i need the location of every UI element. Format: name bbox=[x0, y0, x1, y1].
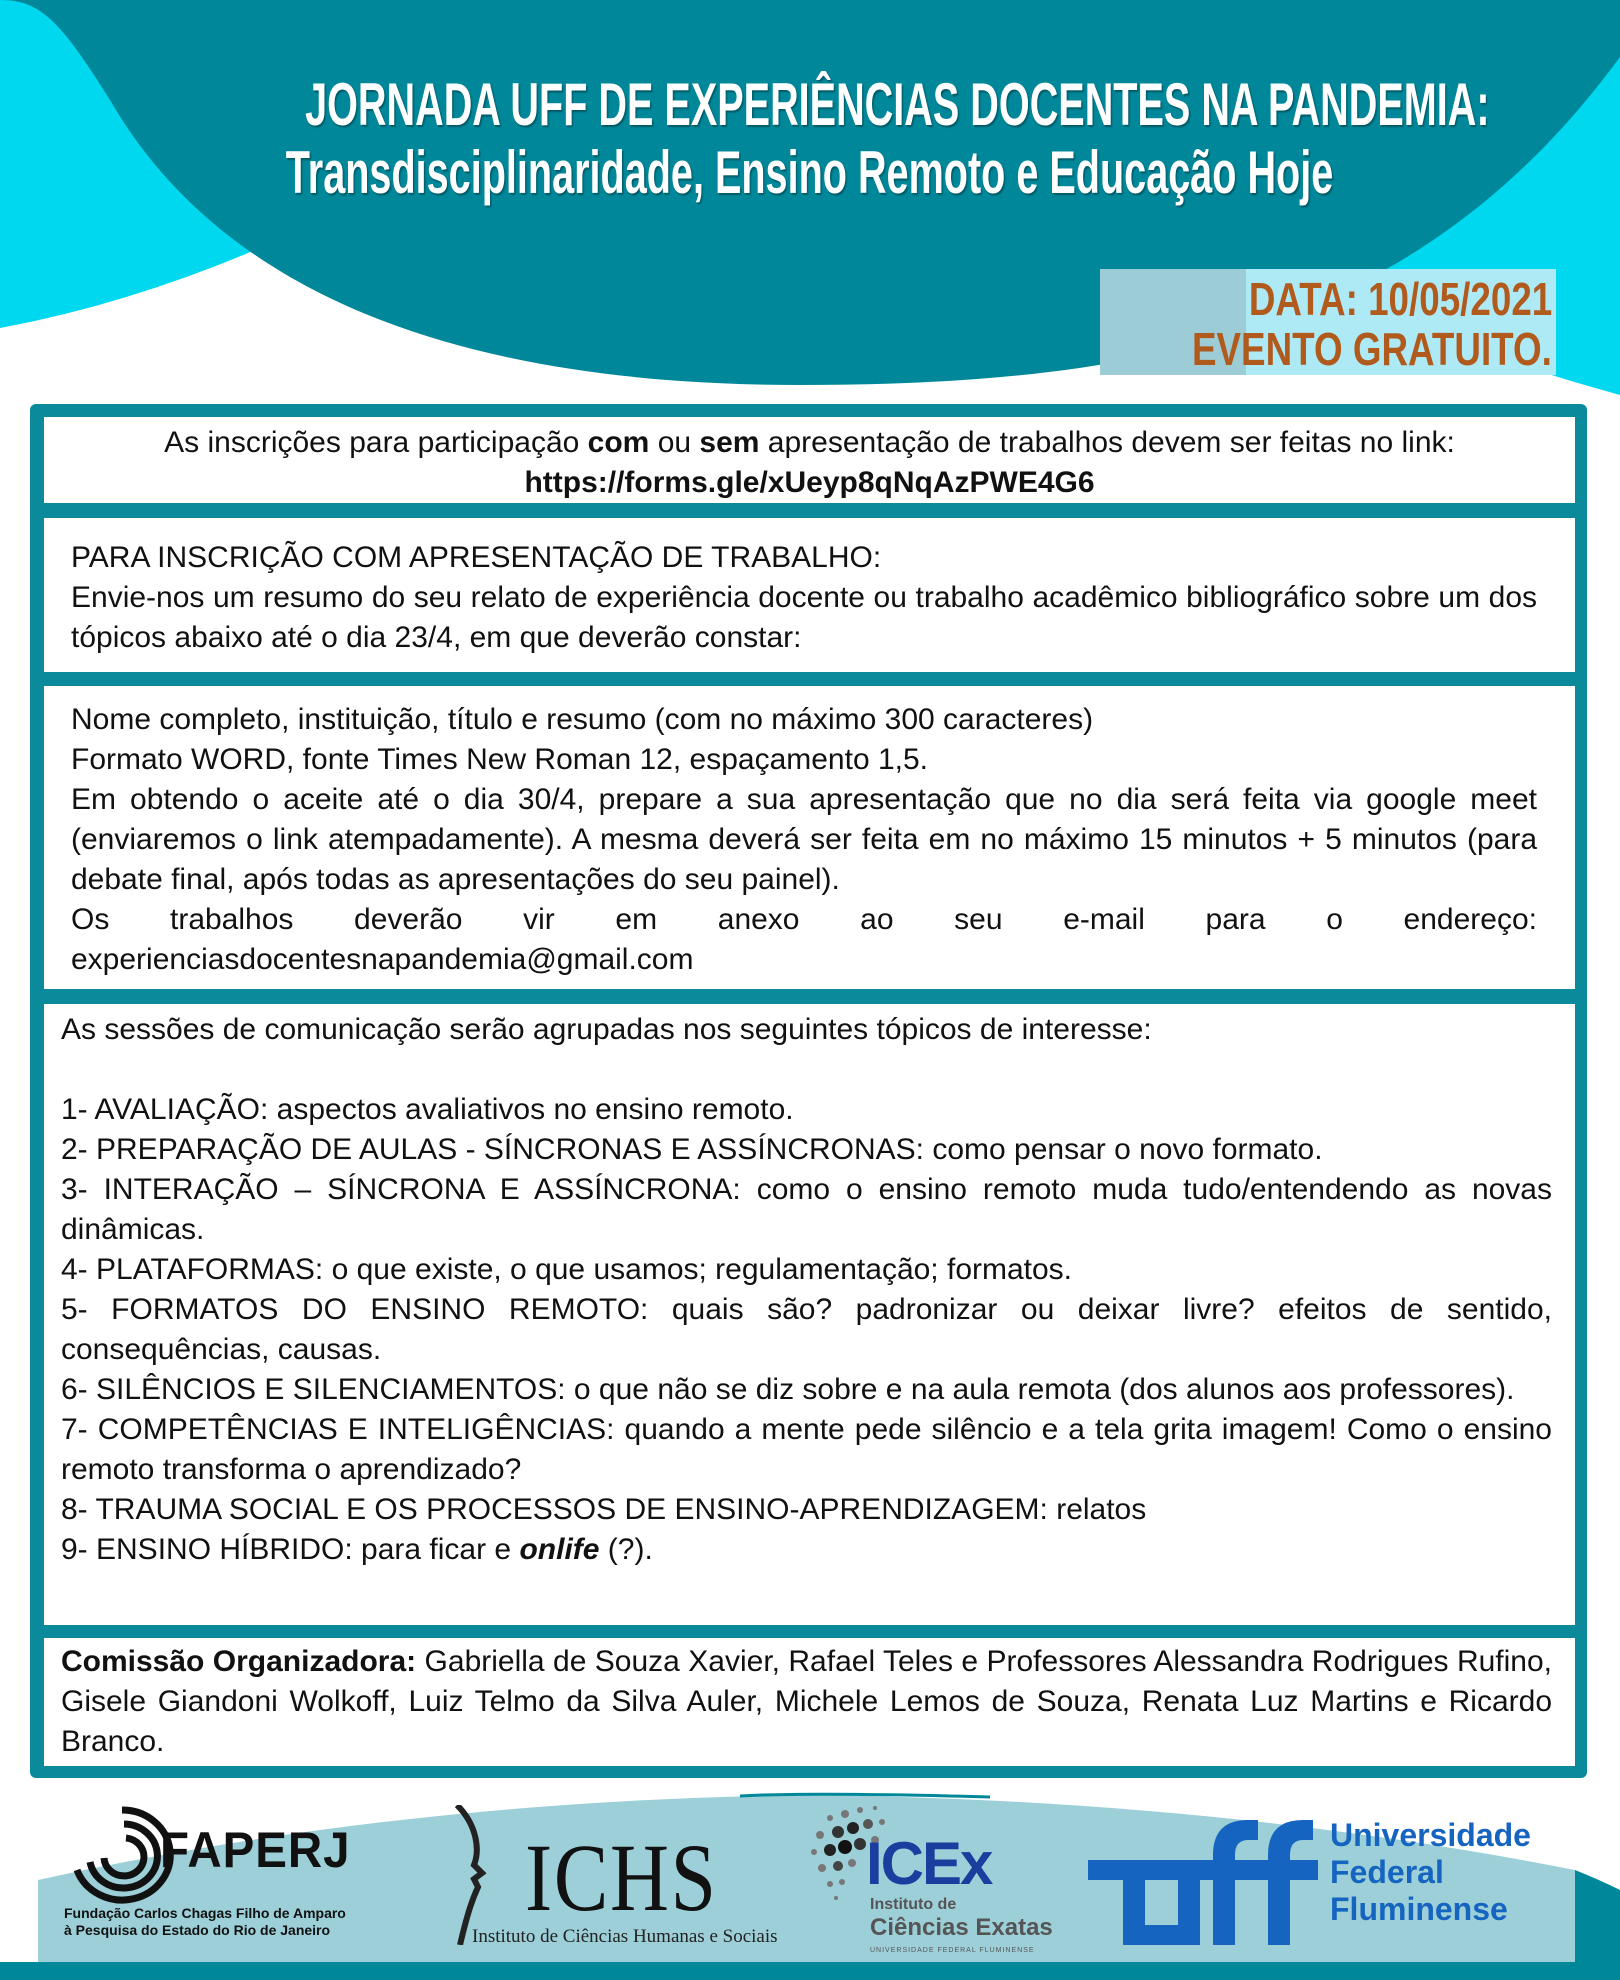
topics-section bbox=[44, 1004, 1575, 1625]
requirement-line: Os trabalhos deverão vir em anexo ao seu e-mail para o endereço: experienciasdocentesnapandemia@gmail.com bbox=[71, 903, 1537, 976]
submission-section bbox=[44, 518, 1575, 672]
uff-logo-text: Universidade Federal Fluminense bbox=[1330, 1817, 1531, 1927]
event-subtitle: Transdisciplinaridade, Ensino Remoto e Educação Hoje bbox=[286, 139, 1334, 206]
registration-section: As inscrições para participação com ou sem apresentação de trabalhos devem ser feitas no link: https://forms.gle/xUeyp8qNqAzPWE4G6 bbox=[44, 417, 1575, 503]
topic-item: 8- TRAUMA SOCIAL E OS PROCESSOS DE ENSINO-APRENDIZAGEM: relatos bbox=[61, 1493, 1147, 1526]
requirement-line: Nome completo, instituição, título e resumo (com no máximo 300 caracteres) bbox=[71, 703, 1094, 736]
footer-right-edge bbox=[1575, 1870, 1620, 1962]
topic-item: 7- COMPETÊNCIAS E INTELIGÊNCIAS: quando a mente pede silêncio e a tela grita imagem! Como o ensino remoto transforma o aprendizado? bbox=[61, 1413, 1552, 1486]
event-date: DATA: 10/05/2021 bbox=[1248, 273, 1552, 325]
ichs-profile-icon bbox=[452, 1805, 502, 1945]
icex-logo: ICEx bbox=[866, 1830, 992, 1897]
faperj-caption: Fundação Carlos Chagas Filho de Amparo à Pesquisa do Estado do Rio de Janeiro bbox=[64, 1905, 346, 1938]
topic-item: 5- FORMATOS DO ENSINO REMOTO: quais são? padronizar ou deixar livre? efeitos de sentido, consequências, causas. bbox=[61, 1293, 1552, 1366]
uff-logo-icon bbox=[1088, 1820, 1318, 1945]
footer-band bbox=[0, 1962, 1620, 1980]
date-box bbox=[1100, 269, 1556, 375]
topic-item: 6- SILÊNCIOS E SILENCIAMENTOS: o que não se diz sobre e na aula remota (dos alunos aos professores). bbox=[61, 1373, 1515, 1406]
requirement-line: Formato WORD, fonte Times New Roman 12, espaçamento 1,5. bbox=[71, 743, 929, 776]
topic-item: 2- PREPARAÇÃO DE AULAS - SÍNCRONAS E ASSÍNCRONAS: como pensar o novo formato. bbox=[61, 1133, 1323, 1166]
ichs-logo: ICHS bbox=[525, 1824, 718, 1931]
submission-text: Envie-nos um resumo do seu relato de experiência docente ou trabalho acadêmico bibliográfico sobre um dos tópicos abaixo até o dia 23/4, em que deverão constar: bbox=[71, 581, 1537, 654]
topic-item: 3- INTERAÇÃO – SÍNCRONA E ASSÍNCRONA: como o ensino remoto muda tudo/entendendo as novas dinâmicas. bbox=[61, 1173, 1552, 1246]
ichs-caption: Instituto de Ciências Humanas e Sociais bbox=[472, 1926, 778, 1947]
registration-link[interactable]: https://forms.gle/xUeyp8qNqAzPWE4G6 bbox=[524, 466, 1095, 499]
committee-section bbox=[44, 1638, 1575, 1766]
icex-caption: UNIVERSIDADE FEDERAL FLUMINENSE bbox=[870, 1947, 1035, 1954]
event-title: JORNADA UFF DE EXPERIÊNCIAS DOCENTES NA PANDEMIA: bbox=[305, 71, 1490, 138]
icex-caption: Ciências Exatas bbox=[870, 1914, 1053, 1941]
committee-label: Comissão Organizadora: bbox=[61, 1645, 417, 1678]
topic-item: 9- ENSINO HÍBRIDO: para ficar e onlife (?). bbox=[61, 1533, 653, 1566]
topic-item: 1- AVALIAÇÃO: aspectos avaliativos no ensino remoto. bbox=[61, 1093, 794, 1126]
topics-intro: As sessões de comunicação serão agrupadas nos seguintes tópicos de interesse: bbox=[61, 1013, 1152, 1046]
requirement-line: Em obtendo o aceite até o dia 30/4, prepare a sua apresentação que no dia será feita via google meet (enviaremos o link atempadamente). A mesma deverá ser feita em no máximo 15 minutos + 5 minutos (para debate final, após todas as apresentações do seu painel). bbox=[71, 783, 1537, 896]
submission-heading: PARA INSCRIÇÃO COM APRESENTAÇÃO DE TRABALHO: bbox=[71, 541, 882, 574]
info-frame bbox=[30, 404, 1587, 1778]
requirements-section bbox=[44, 686, 1575, 989]
committee-names: Gabriella de Souza Xavier, Rafael Teles e Professores Alessandra Rodrigues Rufino, Gisele Giandoni Wolkoff, Luiz Telmo da Silva Auler, Michele Lemos de Souza, Renata Luz Martins e Ricardo Branco. bbox=[61, 1645, 1553, 1758]
icex-caption: Instituto de bbox=[870, 1896, 957, 1913]
faperj-logo: FAPERJ bbox=[160, 1822, 351, 1878]
free-event-label: EVENTO GRATUITO. bbox=[1192, 323, 1552, 375]
topic-item: 4- PLATAFORMAS: o que existe, o que usamos; regulamentação; formatos. bbox=[61, 1253, 1073, 1286]
